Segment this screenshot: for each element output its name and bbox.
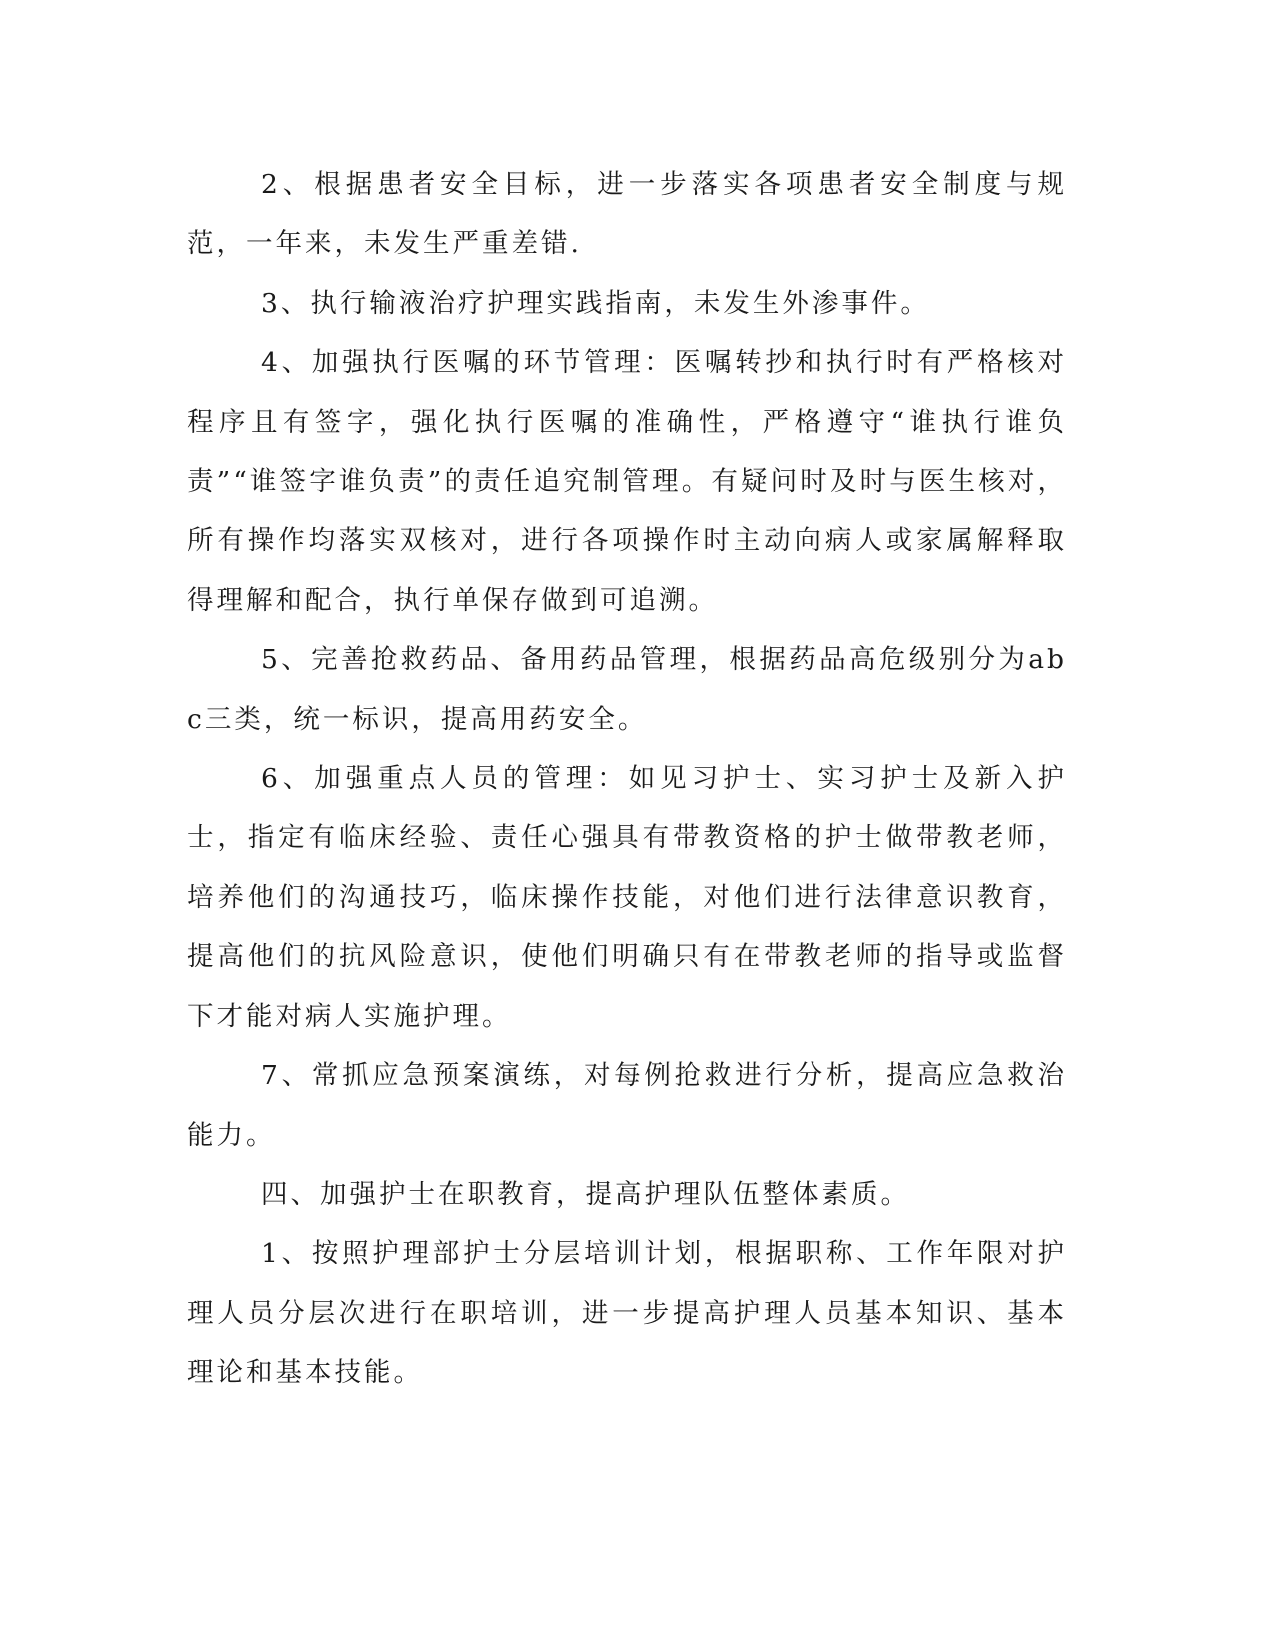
paragraph-item-2-safety-goals: 2、根据患者安全目标，进一步落实各项患者安全制度与规范，一年来，未发生严重差错. — [187, 169, 1067, 260]
paragraph-item-4-medical-orders: 4、加强执行医嘱的环节管理：医嘱转抄和执行时有严格核对程序且有签字，强化执行医嘱的准确性，严格遵守“谁执行谁负责”“谁签字谁负责”的责任追究制管理。有疑问时及时与医生核对，所有操作均落实双核对，进行各项操作时主动向病人或家属解释取得理解和配合，执行单保存做到可追溯。 — [187, 347, 1067, 616]
document-body — [187, 155, 1067, 1403]
paragraph-item-7-emergency-drills: 7、常抓应急预案演练，对每例抢救进行分析，提高应急救治能力。 — [187, 1060, 1067, 1151]
section-heading-4-education: 四、加强护士在职教育，提高护理队伍整体素质。 — [261, 1178, 910, 1210]
paragraph-item-5-drug-management: 5、完善抢救药品、备用药品管理，根据药品高危级别分为abc三类，统一标识，提高用药安全。 — [187, 644, 1067, 735]
paragraph-item-3-infusion: 3、执行输液治疗护理实践指南，未发生外渗事件。 — [261, 287, 930, 319]
paragraph-item-6-key-personnel: 6、加强重点人员的管理：如见习护士、实习护士及新入护士，指定有临床经验、责任心强具有带教资格的护士做带教老师，培养他们的沟通技巧，临床操作技能，对他们进行法律意识教育，提高他们的抗风险意识，使他们明确只有在带教老师的指导或监督下才能对病人实施护理。 — [187, 763, 1067, 1032]
paragraph-item-1-layered-training: 1、按照护理部护士分层培训计划，根据职称、工作年限对护理人员分层次进行在职培训，进一步提高护理人员基本知识、基本理论和基本技能。 — [187, 1238, 1067, 1389]
